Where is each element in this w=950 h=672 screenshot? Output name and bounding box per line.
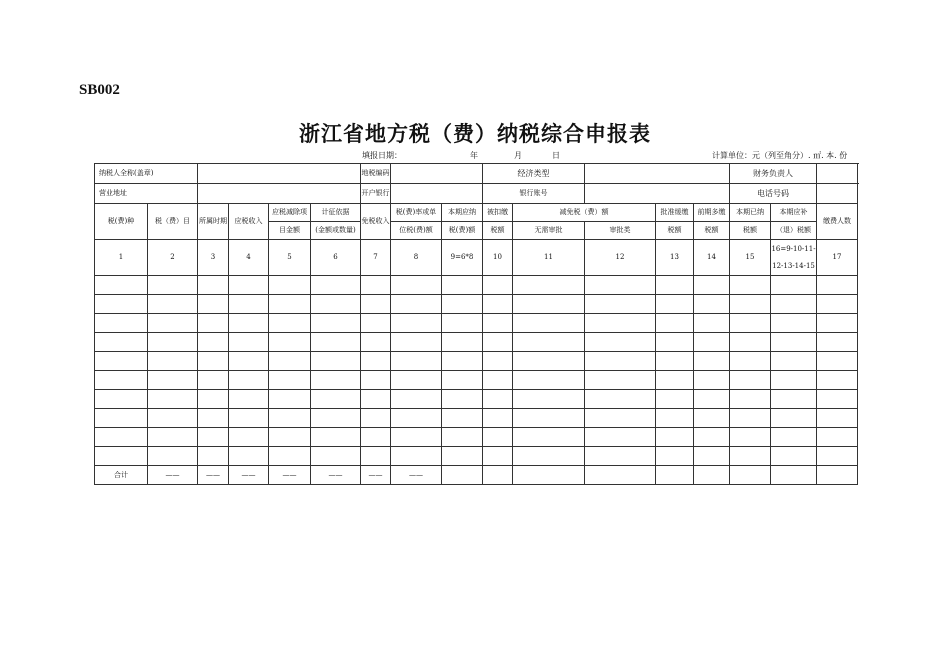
col-payable-b: 税(费)额: [442, 222, 483, 240]
entry-cell[interactable]: [198, 295, 229, 314]
col-overpaid-a: 前期多缴: [694, 204, 730, 222]
entry-cell[interactable]: [442, 447, 483, 466]
info-row-2: [95, 184, 858, 204]
unit-label: 计算单位：元（列至角分）. ㎡. 本. 份: [712, 151, 848, 160]
entry-cell[interactable]: [771, 276, 817, 295]
entry-cell[interactable]: [269, 333, 311, 352]
entry-cell[interactable]: [483, 371, 513, 390]
entry-cell[interactable]: [391, 428, 442, 447]
entry-cell[interactable]: [656, 428, 694, 447]
entry-cell[interactable]: [513, 333, 585, 352]
economy-type-field[interactable]: [585, 164, 730, 184]
info-row-1: [95, 164, 858, 184]
col-number: 8: [391, 240, 442, 276]
entry-cell[interactable]: [95, 371, 148, 390]
entry-cell[interactable]: [817, 276, 858, 295]
entry-cell[interactable]: [694, 390, 730, 409]
entry-cell[interactable]: [694, 314, 730, 333]
entry-cell[interactable]: [442, 409, 483, 428]
col-number: 4: [229, 240, 269, 276]
total-cell[interactable]: [442, 466, 483, 485]
entry-cell[interactable]: [361, 352, 391, 371]
entry-cell[interactable]: [269, 428, 311, 447]
entry-cell[interactable]: [730, 276, 771, 295]
total-dash: ——: [361, 466, 391, 485]
total-dash: ——: [198, 466, 229, 485]
address-label: 营业地址: [95, 184, 198, 204]
entry-cell[interactable]: [730, 314, 771, 333]
total-cell[interactable]: [817, 466, 858, 485]
col-number: 7: [361, 240, 391, 276]
entry-cell[interactable]: [513, 428, 585, 447]
total-label: 合计: [95, 466, 148, 485]
col-deferred-a: 批准缓缴: [656, 204, 694, 222]
bank-field[interactable]: [391, 184, 483, 204]
entry-cell[interactable]: [311, 295, 361, 314]
entry-cell[interactable]: [95, 390, 148, 409]
economy-type-label: 经济类型: [483, 164, 585, 184]
entry-cell[interactable]: [361, 314, 391, 333]
entry-cell[interactable]: [656, 314, 694, 333]
entry-cell[interactable]: [513, 314, 585, 333]
entry-cell[interactable]: [730, 371, 771, 390]
declaration-table: [94, 163, 858, 485]
entry-cell[interactable]: [694, 428, 730, 447]
entry-cell[interactable]: [198, 352, 229, 371]
entry-cell[interactable]: [391, 447, 442, 466]
entry-cell[interactable]: [817, 428, 858, 447]
total-cell[interactable]: [585, 466, 656, 485]
entry-cell[interactable]: [269, 390, 311, 409]
col-number: 5: [269, 240, 311, 276]
entry-cell[interactable]: [391, 314, 442, 333]
entry-cell[interactable]: [311, 409, 361, 428]
col-number: 13: [656, 240, 694, 276]
entry-cell[interactable]: [442, 295, 483, 314]
entry-cell[interactable]: [442, 428, 483, 447]
col-number: 2: [148, 240, 198, 276]
entry-cell[interactable]: [311, 314, 361, 333]
entry-cell[interactable]: [656, 390, 694, 409]
entry-cell[interactable]: [229, 333, 269, 352]
entry-cell[interactable]: [95, 295, 148, 314]
col-no-approval: 无需审批: [513, 222, 585, 240]
entry-cell[interactable]: [95, 447, 148, 466]
entry-cell[interactable]: [771, 428, 817, 447]
month-label: 月: [514, 151, 522, 160]
col-tax-item: 税（费）目: [148, 204, 198, 240]
col-number: 17: [817, 240, 858, 276]
entry-cell[interactable]: [483, 295, 513, 314]
entry-cell[interactable]: [585, 447, 656, 466]
entry-cell[interactable]: [269, 276, 311, 295]
entry-cell[interactable]: [771, 409, 817, 428]
entry-cell[interactable]: [771, 390, 817, 409]
entry-cell[interactable]: [817, 390, 858, 409]
taxpayer-name-label: 纳税人全称(盖章): [95, 164, 198, 184]
entry-cell[interactable]: [198, 276, 229, 295]
col-rate-a: 税(费)率或单: [391, 204, 442, 222]
col-withheld-b: 税额: [483, 222, 513, 240]
entry-cell[interactable]: [585, 390, 656, 409]
entry-cell[interactable]: [442, 352, 483, 371]
entry-cell[interactable]: [198, 409, 229, 428]
table-row: [95, 352, 858, 371]
entry-cell[interactable]: [269, 371, 311, 390]
entry-cell[interactable]: [148, 352, 198, 371]
col-deferred-b: 税额: [656, 222, 694, 240]
entry-cell[interactable]: [95, 333, 148, 352]
entry-cell[interactable]: [311, 276, 361, 295]
finance-head-label: 财务负责人: [730, 164, 817, 184]
entry-cell[interactable]: [198, 333, 229, 352]
entry-cell[interactable]: [391, 295, 442, 314]
col-deduction-b: 目金额: [269, 222, 311, 240]
col-due-b: （退）税额: [771, 222, 817, 240]
entry-cell[interactable]: [656, 447, 694, 466]
entry-cell[interactable]: [95, 276, 148, 295]
entry-cell[interactable]: [771, 295, 817, 314]
entry-cell[interactable]: [198, 314, 229, 333]
entry-cell[interactable]: [730, 428, 771, 447]
col-basis-a: 计征依据: [311, 204, 361, 222]
entry-cell[interactable]: [694, 352, 730, 371]
col-reduction-group: 减免税（费）额: [513, 204, 656, 222]
col-number: 14: [694, 240, 730, 276]
entry-cell[interactable]: [585, 428, 656, 447]
col-withheld-a: 被扣缴: [483, 204, 513, 222]
entry-cell[interactable]: [585, 409, 656, 428]
total-cell[interactable]: [771, 466, 817, 485]
entry-cell[interactable]: [730, 333, 771, 352]
total-cell[interactable]: [483, 466, 513, 485]
total-cell[interactable]: [656, 466, 694, 485]
entry-cell[interactable]: [483, 314, 513, 333]
bank-label: 开户银行: [361, 184, 391, 204]
entry-cell[interactable]: [513, 371, 585, 390]
entry-cell[interactable]: [148, 295, 198, 314]
entry-cell[interactable]: [817, 409, 858, 428]
entry-cell[interactable]: [269, 314, 311, 333]
col-approval: 审批类: [585, 222, 656, 240]
entry-cell[interactable]: [361, 371, 391, 390]
table-row: [95, 390, 858, 409]
entry-cell[interactable]: [585, 276, 656, 295]
entry-cell[interactable]: [269, 352, 311, 371]
entry-cell[interactable]: [817, 314, 858, 333]
entry-cell[interactable]: [483, 390, 513, 409]
col-paid-b: 税额: [730, 222, 771, 240]
entry-cell[interactable]: [148, 314, 198, 333]
entry-cell[interactable]: [483, 276, 513, 295]
entry-cell[interactable]: [361, 428, 391, 447]
entry-cell[interactable]: [391, 352, 442, 371]
entry-cell[interactable]: [311, 428, 361, 447]
col-exempt-income: 免税收入: [361, 204, 391, 240]
table-row: [95, 428, 858, 447]
entry-cell[interactable]: [229, 409, 269, 428]
entry-cell[interactable]: [269, 295, 311, 314]
col-paid-a: 本期已纳: [730, 204, 771, 222]
entry-cell[interactable]: [694, 276, 730, 295]
col-period: 所属时期: [198, 204, 229, 240]
entry-cell[interactable]: [513, 409, 585, 428]
entry-cell[interactable]: [694, 295, 730, 314]
entry-cell[interactable]: [513, 295, 585, 314]
entry-cell[interactable]: [513, 352, 585, 371]
entry-cell[interactable]: [694, 447, 730, 466]
total-dash: ——: [229, 466, 269, 485]
entry-cell[interactable]: [585, 314, 656, 333]
total-cell[interactable]: [730, 466, 771, 485]
col-payable-a: 本期应纳: [442, 204, 483, 222]
entry-cell[interactable]: [513, 447, 585, 466]
col-number: 11: [513, 240, 585, 276]
entry-cell[interactable]: [730, 295, 771, 314]
entry-cell[interactable]: [361, 447, 391, 466]
day-label: 日: [552, 151, 560, 160]
col-overpaid-b: 税额: [694, 222, 730, 240]
entry-cell[interactable]: [656, 333, 694, 352]
entry-cell[interactable]: [311, 352, 361, 371]
entry-cell[interactable]: [311, 371, 361, 390]
phone-label: 电话号码: [730, 184, 817, 204]
entry-cell[interactable]: [269, 447, 311, 466]
tax-code-field[interactable]: [391, 164, 483, 184]
entry-cell[interactable]: [148, 333, 198, 352]
column-number-row: [95, 240, 858, 276]
fill-date-label: 填报日期：: [362, 151, 402, 160]
entry-cell[interactable]: [656, 295, 694, 314]
entry-cell[interactable]: [694, 333, 730, 352]
entry-cell[interactable]: [148, 428, 198, 447]
entry-cell[interactable]: [442, 314, 483, 333]
col-taxable-income: 应税收入: [229, 204, 269, 240]
entry-cell[interactable]: [771, 447, 817, 466]
total-dash: ——: [311, 466, 361, 485]
account-label: 银行账号: [483, 184, 585, 204]
table-row: [95, 333, 858, 352]
total-dash: ——: [148, 466, 198, 485]
entry-cell[interactable]: [269, 409, 311, 428]
form-code: SB002: [79, 82, 120, 98]
entry-cell[interactable]: [483, 352, 513, 371]
col-number: 10: [483, 240, 513, 276]
table-row: [95, 276, 858, 295]
col-number: 9=6*8: [442, 240, 483, 276]
entry-cell[interactable]: [817, 333, 858, 352]
entry-cell[interactable]: [148, 409, 198, 428]
entry-cell[interactable]: [391, 276, 442, 295]
table-row: [95, 314, 858, 333]
entry-cell[interactable]: [585, 295, 656, 314]
entry-cell[interactable]: [229, 390, 269, 409]
tax-code-label: 地税编码: [361, 164, 391, 184]
entry-cell[interactable]: [817, 352, 858, 371]
entry-cell[interactable]: [442, 276, 483, 295]
entry-cell[interactable]: [229, 276, 269, 295]
total-cell[interactable]: [513, 466, 585, 485]
entry-cell[interactable]: [391, 333, 442, 352]
entry-cell[interactable]: [730, 352, 771, 371]
col-number: 3: [198, 240, 229, 276]
entry-cell[interactable]: [361, 390, 391, 409]
entry-cell[interactable]: [198, 428, 229, 447]
entry-cell[interactable]: [771, 352, 817, 371]
total-dash: ——: [269, 466, 311, 485]
entry-cell[interactable]: [148, 390, 198, 409]
total-cell[interactable]: [694, 466, 730, 485]
entry-cell[interactable]: [148, 447, 198, 466]
entry-cell[interactable]: [656, 276, 694, 295]
entry-cell[interactable]: [513, 390, 585, 409]
finance-head-field[interactable]: [817, 164, 858, 184]
entry-cell[interactable]: [95, 428, 148, 447]
entry-cell[interactable]: [817, 295, 858, 314]
entry-cell[interactable]: [585, 352, 656, 371]
header-row-1: [95, 204, 858, 222]
col-number: 12: [585, 240, 656, 276]
entry-cell[interactable]: [311, 390, 361, 409]
entry-cell[interactable]: [198, 390, 229, 409]
entry-cell[interactable]: [483, 428, 513, 447]
entry-cell[interactable]: [229, 295, 269, 314]
entry-cell[interactable]: [311, 333, 361, 352]
form-title: 浙江省地方税（费）纳税综合申报表: [299, 122, 651, 146]
entry-cell[interactable]: [483, 333, 513, 352]
col-due-a: 本期应补: [771, 204, 817, 222]
entry-cell[interactable]: [95, 314, 148, 333]
entry-cell[interactable]: [361, 409, 391, 428]
entry-cell[interactable]: [391, 409, 442, 428]
entry-cell[interactable]: [442, 333, 483, 352]
entry-cell[interactable]: [656, 409, 694, 428]
entry-cell[interactable]: [656, 371, 694, 390]
entry-cell[interactable]: [229, 352, 269, 371]
entry-cell[interactable]: [148, 371, 198, 390]
entry-cell[interactable]: [771, 371, 817, 390]
entry-cell[interactable]: [361, 295, 391, 314]
entry-cell[interactable]: [148, 276, 198, 295]
col-tax-type: 税(费)种: [95, 204, 148, 240]
entry-cell[interactable]: [311, 447, 361, 466]
entry-cell[interactable]: [361, 333, 391, 352]
table-row: [95, 371, 858, 390]
entry-cell[interactable]: [442, 390, 483, 409]
col-basis-b: (金额或数量): [311, 222, 361, 240]
entry-cell[interactable]: [585, 371, 656, 390]
entry-cell[interactable]: [229, 371, 269, 390]
col-rate-b: 位税(费)额: [391, 222, 442, 240]
col-number-formula: 16=9-10-11- 12-13-14-15: [771, 240, 817, 276]
table-row: [95, 447, 858, 466]
col-number: 1: [95, 240, 148, 276]
entry-cell[interactable]: [229, 314, 269, 333]
entry-cell[interactable]: [95, 409, 148, 428]
entry-cell[interactable]: [229, 447, 269, 466]
entry-cell[interactable]: [771, 314, 817, 333]
entry-cell[interactable]: [229, 428, 269, 447]
col-number: 15: [730, 240, 771, 276]
col-deduction-a: 应税减除项: [269, 204, 311, 222]
entry-cell[interactable]: [585, 333, 656, 352]
entry-cell[interactable]: [817, 447, 858, 466]
account-field[interactable]: [585, 184, 730, 204]
entry-cell[interactable]: [198, 371, 229, 390]
entry-cell[interactable]: [694, 371, 730, 390]
entry-cell[interactable]: [198, 447, 229, 466]
total-dash: ——: [391, 466, 442, 485]
table-row: [95, 409, 858, 428]
col-number: 6: [311, 240, 361, 276]
table-row: [95, 295, 858, 314]
entry-cell[interactable]: [442, 371, 483, 390]
entry-cell[interactable]: [513, 276, 585, 295]
entry-cell[interactable]: [656, 352, 694, 371]
year-label: 年: [470, 151, 478, 160]
entry-cell[interactable]: [694, 409, 730, 428]
col-payer-count: 缴费人数: [817, 204, 858, 240]
phone-field[interactable]: [817, 184, 858, 204]
entry-cell[interactable]: [771, 333, 817, 352]
entry-cell[interactable]: [730, 390, 771, 409]
taxpayer-name-field[interactable]: [198, 164, 361, 184]
entry-cell[interactable]: [361, 276, 391, 295]
entry-cell[interactable]: [391, 390, 442, 409]
entry-cell[interactable]: [95, 352, 148, 371]
entry-cell[interactable]: [817, 371, 858, 390]
entry-cell[interactable]: [391, 371, 442, 390]
entry-cell[interactable]: [730, 409, 771, 428]
entry-cell[interactable]: [483, 409, 513, 428]
entry-cell[interactable]: [730, 447, 771, 466]
address-field[interactable]: [198, 184, 361, 204]
total-row: [95, 466, 858, 485]
entry-cell[interactable]: [483, 447, 513, 466]
